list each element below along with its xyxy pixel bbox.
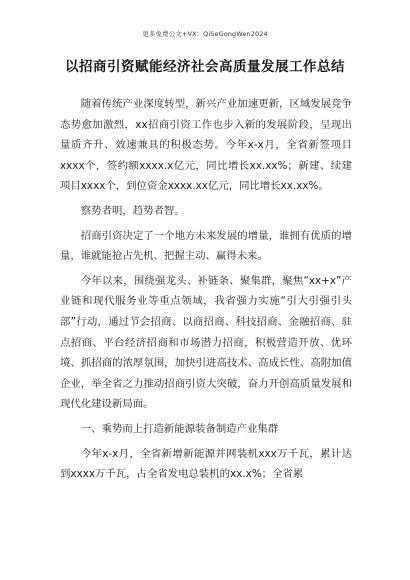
document-body — [60, 94, 352, 489]
paragraph-increment: 招商引资决定了一个地方未来发展的增量，谁拥有优质的增量，谁就能抢占先机、把握主动、赢得未来。 — [60, 229, 352, 263]
paragraph-section-1: 今年x-x月，全省新增新能源并网装机xxx万千瓦，累计达到xxxx万千瓦，占全省发电总装机的xx.x%；全省累 — [60, 447, 352, 481]
document-title: 以招商引资赋能经济社会高质量发展工作总结 — [65, 59, 345, 75]
header-note: 更多免费公文+VX：QiSeGongWen2024 — [142, 30, 268, 38]
paragraph-actions: 今年以来，围绕强龙头、补链条、聚集群，聚焦“xx+x”产业链和现代服务业等重点领域，我省强力实施“引大引强引头部”行动，通过节会招商、以商招商、科技招商、金融招商、驻点招商、平台经济招商和市场潜力招商，积极营造开放、优环境、抓招商的浓厚氛围，加快引进高技术、高成长性、高附加值企业，举全省之力推动招商引资大突破，奋力开创高质量发展和现代化建设新局面。 — [60, 274, 352, 411]
paragraph-intro: 随着传统产业深度转型，新兴产业加速更新，区域发展竞争态势愈加激烈，xx招商引资工作也步入新的发展阶段，呈现出量质齐升、效速兼具的积极态势。今年x-x月，全省新签项目xxxx个，签约额xxxx.x亿元，同比增长xx.xx%；新建、续建项目xxxx个，到位资金xxxx.xx亿元，同比增长xx.xx%。 — [60, 98, 352, 193]
section-heading-1: 一、乘势而上打造新能源装备制造产业集群 — [80, 422, 279, 435]
paragraph-motto: 察势者明，趋势者智。 — [80, 204, 185, 217]
